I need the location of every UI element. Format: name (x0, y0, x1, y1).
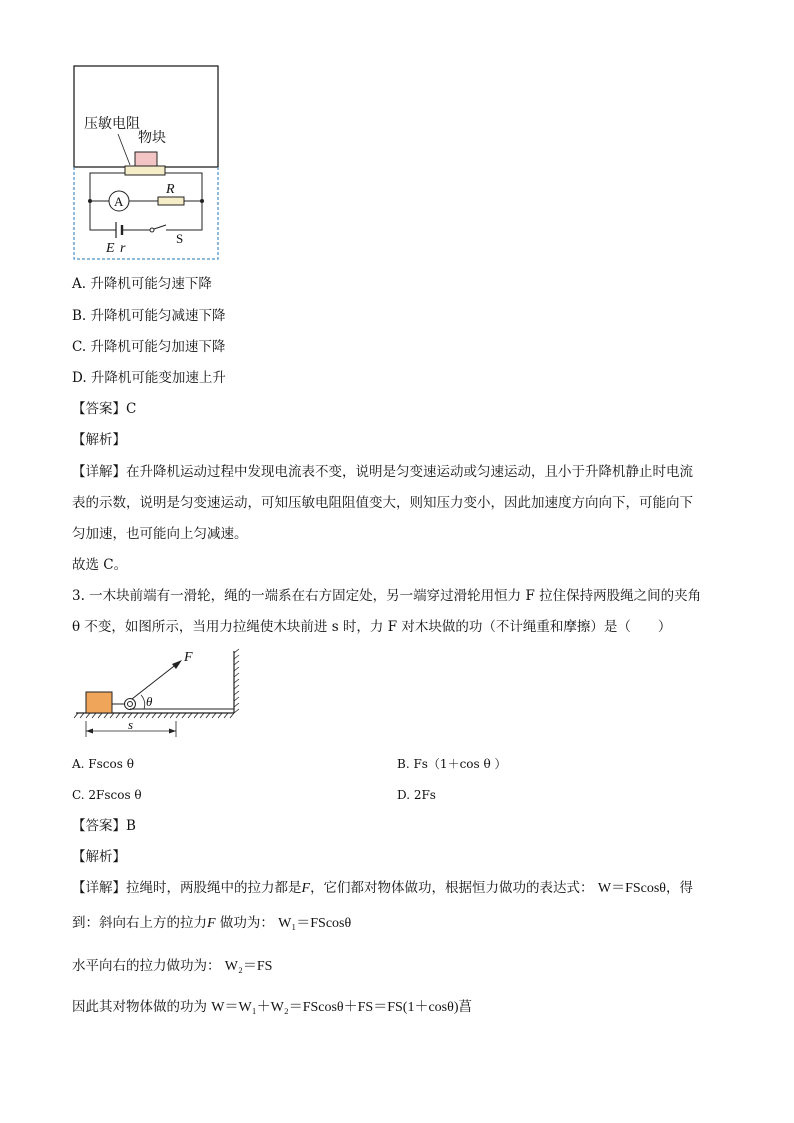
q3-option-a: A. Fscos θ (72, 757, 134, 771)
label-E: E (106, 241, 115, 256)
q3-option-c: C. 2Fscos θ (72, 788, 142, 802)
q3-detail-1-text-c: ，得 (666, 880, 694, 896)
q3-detail-3-text-a: 水平向右的拉力做功为： (72, 958, 221, 974)
q3-detail-line-1 (72, 882, 693, 896)
q2-analysis-title: 【解析】 (72, 432, 126, 448)
label-F: F (184, 650, 193, 665)
q2-option-d: D. 升降机可能变加速上升 (72, 370, 226, 386)
q3-answer: 【答案】B (72, 818, 136, 834)
q3-analysis-title: 【解析】 (72, 849, 126, 865)
q2-detail-line-3: 匀加速，也可能向上匀减速。 (72, 526, 248, 542)
q3-detail-2-text-a: 到：斜向右上方的拉力 (72, 915, 207, 931)
q3-detail-line-3 (72, 960, 272, 974)
q3-detail-line-4 (72, 1001, 472, 1015)
q3-detail-4-tail: 菖 (458, 999, 472, 1015)
label-R: R (166, 182, 175, 197)
q2-answer: 【答案】C (72, 401, 137, 417)
q3-stem-line-2: θ 不变，如图所示，当用力拉绳使木块前进 s 时，力 F 对木块做的功（不计绳重和摩擦）是（ ） (72, 619, 672, 635)
elevator-circuit-figure (70, 62, 230, 264)
q3-option-d: D. 2Fs (397, 788, 436, 802)
q3-detail-3-formula: W₂＝FS (224, 959, 273, 974)
q3-option-b: B. Fs（1＋cos θ ） (397, 757, 507, 771)
q3-detail-1-formula: W＝FScosθ (597, 881, 667, 896)
label-pressure-resistor: 压敏电阻 (84, 116, 140, 132)
q3-detail-4-formula: W＝W₁＋W₂＝FScosθ＋FS＝FS(1＋cosθ) (211, 1000, 459, 1015)
label-block: 物块 (138, 130, 166, 146)
q2-detail-line-1: 【详解】在升降机运动过程中发现电流表不变，说明是匀变速运动或匀速运动，且小于升降机静止时电流 (72, 464, 693, 480)
label-S: S (176, 231, 184, 246)
q3-detail-4-text-a: 因此其对物体做的功为 (72, 999, 207, 1015)
q2-detail-line-2: 表的示数，说明是匀变速运动，可知压敏电阻阻值变大，则知压力变小，因此加速度方向向下，可能向下 (72, 495, 693, 511)
q3-detail-1-text-b: ，它们都对物体做功，根据恒力做功的表达式： (310, 880, 594, 896)
q2-option-a: A. 升降机可能匀速下降 (72, 276, 212, 292)
q3-detail-line-2 (72, 917, 351, 931)
label-s: s (128, 717, 134, 732)
q3-detail-1-force: F (301, 881, 311, 896)
q3-detail-2-text-b: 做功为： (215, 915, 274, 931)
pulley-block-figure (72, 645, 242, 745)
label-theta: θ (146, 694, 153, 709)
q3-stem-line-1: 3. 一木块前端有一滑轮，绳的一端系在右方固定处，另一端穿过滑轮用恒力 F 拉住保持两股绳之间的夹角 (72, 588, 702, 604)
q2-conclusion: 故选 C。 (72, 557, 128, 573)
q2-option-b: B. 升降机可能匀减速下降 (72, 308, 226, 324)
q3-detail-2-formula: W₁＝FScosθ (278, 916, 352, 931)
q3-detail-2-force: F (207, 916, 216, 931)
q2-option-c: C. 升降机可能匀加速下降 (72, 339, 226, 355)
label-r: r (120, 241, 126, 256)
q3-detail-1-text-a: 【详解】拉绳时，两股绳中的拉力都是 (72, 880, 302, 896)
label-ammeter: A (114, 194, 124, 209)
